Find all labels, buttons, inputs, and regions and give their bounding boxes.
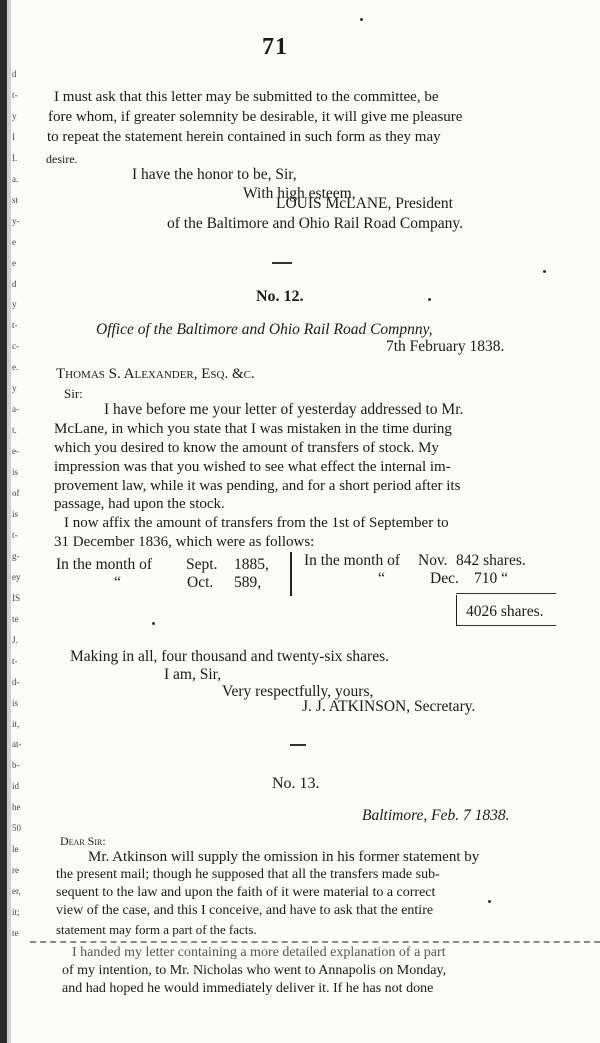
letter12-body-line5: provement law, while it was pending, and for a short period after its xyxy=(54,478,461,494)
margin-fragment: e. xyxy=(12,362,19,372)
margin-fragment: I xyxy=(12,132,15,142)
transfer-right-row1-month: Nov. xyxy=(418,552,448,569)
margin-fragment: t- xyxy=(12,530,18,540)
margin-fragment: e xyxy=(12,258,16,268)
letter13-heading: No. 13. xyxy=(272,775,320,792)
letter13-salutation: Dear Sir: xyxy=(60,834,106,848)
transfer-right-row2-value: 710 “ xyxy=(474,570,509,587)
letter12-date: 7th February 1838. xyxy=(386,338,505,355)
margin-fragment: y xyxy=(12,299,17,309)
transfer-left-row2-prefix: “ xyxy=(114,574,121,591)
transfer-left-row1-value: 1885, xyxy=(234,556,269,573)
margin-fragment: IS xyxy=(12,593,21,603)
margin-fragment: t- xyxy=(12,320,18,330)
margin-fragment: d xyxy=(12,69,17,79)
transfer-total-rule xyxy=(456,593,556,594)
letter12-body-line7: I now affix the amount of transfers from the 1st of September to xyxy=(64,515,449,531)
letter12-body-line4: impression was that you wished to see what effect the internal im- xyxy=(54,459,451,475)
letter12-body-line8: 31 December 1836, which were as follows: xyxy=(54,534,315,550)
margin-fragment: st xyxy=(12,195,19,205)
margin-fragment: d- xyxy=(12,677,20,687)
margin-fragment: t. xyxy=(12,425,17,435)
margin-fragment: y xyxy=(12,383,17,393)
transfer-column-divider xyxy=(290,552,292,596)
transfer-right-row1-value: 842 shares. xyxy=(456,552,526,569)
letter12-body-line2: McLane, in which you state that I was mistaken in the time during xyxy=(54,421,452,437)
margin-fragment: d xyxy=(12,279,17,289)
margin-fragment: c- xyxy=(12,341,19,351)
letter13-body-line8: and had hoped he would immediately deliver it. If he has not done xyxy=(62,981,434,996)
transfer-total-bracket xyxy=(456,595,457,625)
margin-fragment: 50 xyxy=(12,823,21,833)
letter12-salutation: Sir: xyxy=(64,386,83,401)
margin-fragment: he xyxy=(12,802,21,812)
margin-fragment: y xyxy=(12,111,17,121)
margin-fragment: is xyxy=(12,698,19,708)
margin-fragment: id xyxy=(12,781,20,791)
margin-fragment: t- xyxy=(12,656,18,666)
letter12-heading: No. 12. xyxy=(256,288,304,305)
margin-fragment: le xyxy=(12,844,19,854)
scan-speck xyxy=(152,622,155,625)
letter12-body-line6: passage, had upon the stock. xyxy=(54,496,225,512)
transfer-total-underline xyxy=(456,625,556,626)
page-fold-line xyxy=(30,941,600,943)
margin-fragment: at- xyxy=(12,739,22,749)
para1-line2: fore whom, if greater solemnity be desirable, it will give me pleasure xyxy=(48,109,463,125)
margin-fragment: e- xyxy=(12,446,19,456)
letter13-body-line5: statement may form a part of the facts. xyxy=(56,922,257,937)
margin-fragment: er, xyxy=(12,886,21,896)
letter12-closing: I am, Sir, xyxy=(164,666,222,683)
transfer-left-row1-prefix: In the month of xyxy=(56,556,152,573)
letter13-date: Baltimore, Feb. 7 1838. xyxy=(362,807,510,824)
letter13-body-line4: view of the case, and this I conceive, and have to ask that the entire xyxy=(56,903,434,918)
margin-fragment: e xyxy=(12,237,16,247)
margin-fragment: t- xyxy=(12,90,18,100)
transfer-left-row1-month: Sept. xyxy=(186,556,218,573)
transfer-left-row2-value: 589, xyxy=(234,574,262,591)
para1-line1: I must ask that this letter may be submitted to the committee, be xyxy=(54,89,439,105)
margin-fragment: b- xyxy=(12,760,20,770)
scan-speck xyxy=(488,900,491,903)
scan-speck xyxy=(360,18,363,21)
letter12-signer: J. J. ATKINSON, Secretary. xyxy=(302,698,476,715)
closing1-signer: LOUIS McLANE, President xyxy=(276,195,453,212)
transfer-right-row2-month: Dec. xyxy=(430,570,459,587)
margin-fragment: of xyxy=(12,488,20,498)
letter13-body-line2: the present mail; though he supposed that all the transfers made sub- xyxy=(56,867,440,882)
margin-fragment: y- xyxy=(12,216,20,226)
letter13-body-line3: sequent to the law and upon the faith of it were material to a correct xyxy=(56,885,436,900)
margin-fragment: re xyxy=(12,865,19,875)
para1-line4: desire. xyxy=(46,152,78,166)
closing1-esteem: With high esteem, xyxy=(243,185,356,202)
letter12-addressee: Thomas S. Alexander, Esq. &c. xyxy=(56,366,255,382)
transfer-right-row1-prefix: In the month of xyxy=(304,552,400,569)
letter12-office: Office of the Baltimore and Ohio Rail Road Compnny, xyxy=(96,321,433,338)
letter12-summary: Making in all, four thousand and twenty-six shares. xyxy=(70,648,389,665)
transfer-left-row2-month: Oct. xyxy=(187,574,214,591)
letter13-body-line7: of my intention, to Mr. Nicholas who went to Annapolis on Monday, xyxy=(62,963,447,978)
transfer-right-row2-prefix: “ xyxy=(378,570,385,587)
letter12-respect: Very respectfully, yours, xyxy=(222,683,374,700)
transfer-total: 4026 shares. xyxy=(466,603,544,620)
closing1-honor: I have the honor to be, Sir, xyxy=(132,166,297,183)
margin-fragment: it, xyxy=(12,719,20,729)
margin-fragment: it; xyxy=(12,907,20,917)
margin-fragment: is xyxy=(12,467,19,477)
margin-fragment: J. xyxy=(12,635,18,645)
letter13-body-line1: Mr. Atkinson will supply the omission in his former statement by xyxy=(88,849,480,865)
margin-fragment: a- xyxy=(12,404,19,414)
margin-fragment: g- xyxy=(12,551,20,561)
letter12-body-line3: which you desired to know the amount of transfers of stock. My xyxy=(54,440,439,456)
separator-rule-2 xyxy=(290,744,306,746)
closing1-org: of the Baltimore and Ohio Rail Road Company. xyxy=(167,215,464,232)
margin-fragment: te xyxy=(12,928,19,938)
para1-line3: to repeat the statement herein contained in such form as they may xyxy=(47,129,441,145)
scan-speck xyxy=(543,270,546,273)
margin-fragment: te xyxy=(12,614,19,624)
margin-fragment: is xyxy=(12,509,19,519)
letter13-body-line6: I handed my letter containing a more detailed explanation of a part xyxy=(72,945,446,960)
margin-fragment: a. xyxy=(12,174,19,184)
margin-fragment: ey xyxy=(12,572,21,582)
page-number: 71 xyxy=(262,34,288,60)
margin-fragment: I. xyxy=(12,153,18,163)
letter12-body-line1: I have before me your letter of yesterday addressed to Mr. xyxy=(104,401,464,418)
separator-rule-1 xyxy=(272,262,292,264)
scan-speck xyxy=(428,298,431,301)
